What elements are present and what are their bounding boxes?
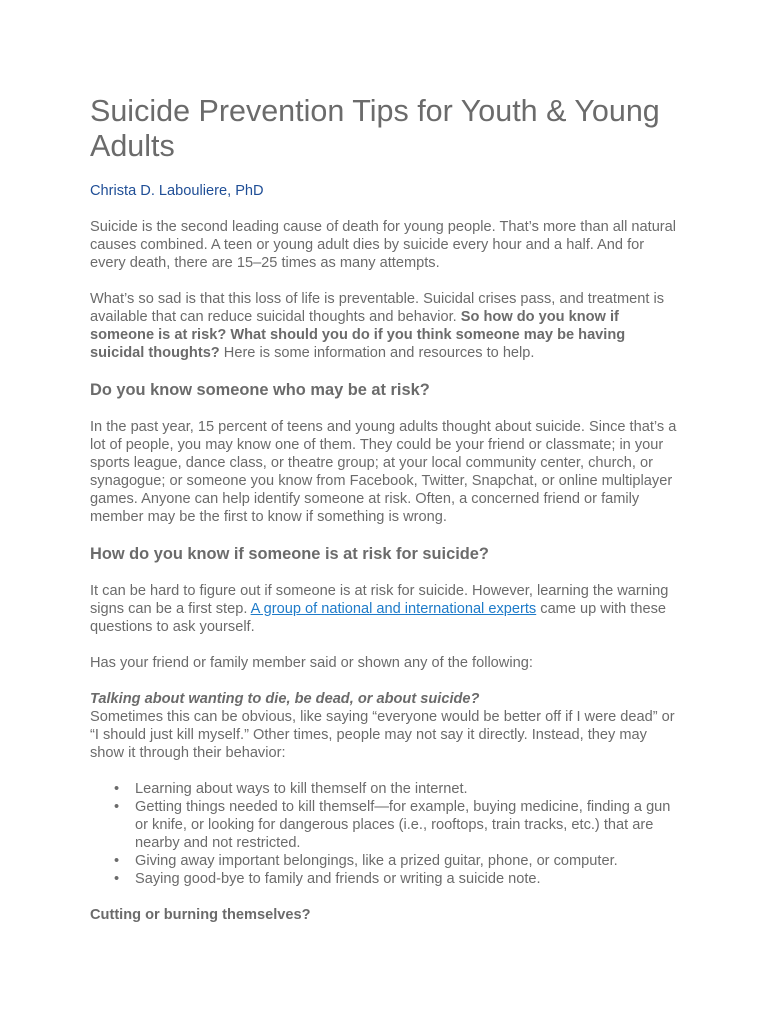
bullet-icon: • [114, 781, 120, 797]
list-item [114, 870, 680, 888]
bullet-icon: • [114, 853, 120, 869]
section1-paragraph: In the past year, 15 percent of teens and young adults thought about suicide. Since that’s a lot of people, you may know one of them. They could be your friend or classmate; in your sports league, dance class, or theatre group; at your local community center, church, or synagogue; or someone you know from Facebook, Twitter, Snapchat, or online multiplayer games. Anyone can help identify someone at risk. Often, a concerned friend or family member may be the first to know if something is wrong. [90, 419, 677, 525]
second-paragraph-bold: So how do you know if someone is at risk? What should you do if you think someone may be having suicidal thoughts? [90, 309, 626, 361]
section2-paragraph-lead: It can be hard to figure out if someone is at risk for suicide. However, learning the warning signs can be a first step. [90, 583, 669, 617]
second-paragraph-tail: Here is some information and resources to help. [219, 345, 535, 361]
list-item [114, 852, 680, 870]
second-paragraph-lead: What’s so sad is that this loss of life is preventable. Suicidal crises pass, and treatment is available that can reduce suicidal thoughts and behavior. [90, 291, 665, 325]
warning-signs-list [90, 780, 680, 888]
list-item-text: Getting things needed to kill themself—for example, buying medicine, finding a gun or knife, or looking for dangerous places (i.e., rooftops, train tracks, etc.) that are nearby and not restricted. [135, 799, 671, 851]
second-paragraph [90, 290, 680, 362]
bullet-icon: • [114, 871, 120, 887]
bullet-icon: • [114, 799, 120, 815]
list-item [114, 798, 680, 852]
section2-paragraph-tail: came up with these questions to ask yourself. [90, 601, 667, 635]
warning-prompt: Has your friend or family member said or shown any of the following: [90, 655, 533, 671]
section2-heading: How do you know if someone is at risk for suicide? [90, 545, 489, 563]
page-title: Suicide Prevention Tips for Youth & Young Adults [90, 94, 660, 163]
section2-paragraph [90, 582, 680, 636]
experts-link[interactable]: A group of national and international experts [250, 601, 537, 617]
question-talking-description: Sometimes this can be obvious, like saying “everyone would be better off if I were dead” or “I should just kill myself.” Other times, people may not say it directly. Instead, they may show it through their behavior: [90, 709, 675, 761]
list-item [114, 780, 680, 798]
list-item-text: Giving away important belongings, like a prized guitar, phone, or computer. [135, 853, 618, 869]
list-item-text: Learning about ways to kill themself on the internet. [135, 781, 468, 797]
author-byline: Christa D. Labouliere, PhD [90, 183, 264, 199]
question-cutting-burning: Cutting or burning themselves? [90, 907, 311, 923]
question-talking-about-suicide: Talking about wanting to die, be dead, or about suicide? [90, 691, 480, 707]
intro-paragraph: Suicide is the second leading cause of death for young people. That’s more than all natural causes combined. A teen or young adult dies by suicide every hour and a half. And for every death, there are 15–25 times as many attempts. [90, 219, 677, 271]
section1-heading: Do you know someone who may be at risk? [90, 381, 430, 399]
list-item-text: Saying good-bye to family and friends or writing a suicide note. [135, 871, 541, 887]
